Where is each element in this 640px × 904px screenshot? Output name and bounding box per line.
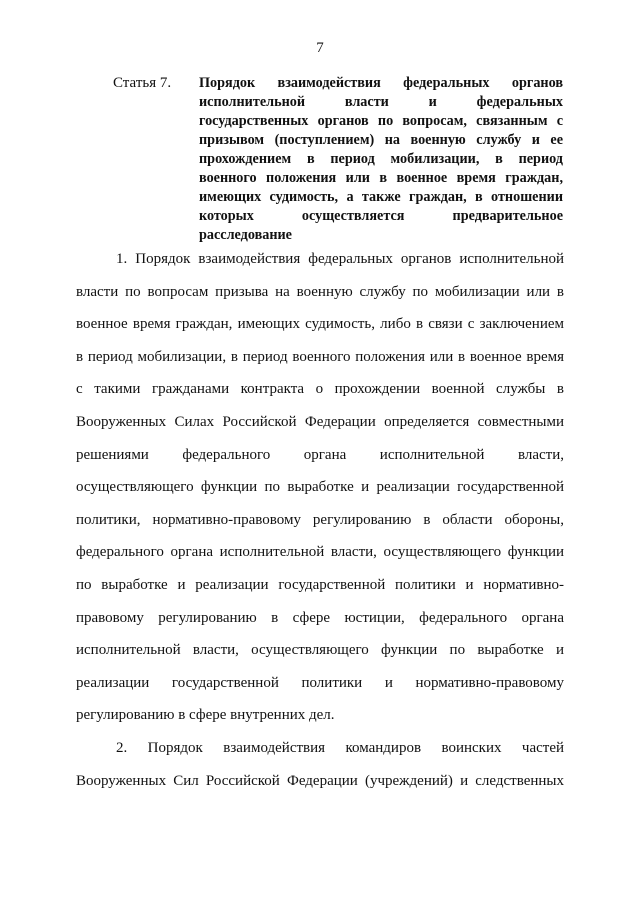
body-line: в период мобилизации, в период военного положения или в военное время bbox=[76, 348, 564, 365]
article-title-line: которых осуществляется предварительное bbox=[199, 208, 563, 224]
article-title-line: исполнительной власти и федеральных bbox=[199, 94, 563, 110]
body-line: по выработке и реализации государственной политики и нормативно- bbox=[76, 576, 564, 593]
article-title bbox=[199, 74, 563, 245]
body-line: правовому регулированию в сфере юстиции, федерального органа bbox=[76, 609, 564, 626]
article-label: Статья 7. bbox=[113, 75, 172, 91]
paragraph-2 bbox=[76, 732, 564, 797]
article-title-line: имеющих судимость, а также граждан, в отношении bbox=[199, 189, 563, 205]
body-line: осуществляющего функции по выработке и реализации государственной bbox=[76, 479, 564, 496]
body-line: регулированию в сфере внутренних дел. bbox=[76, 707, 335, 724]
body-line: решениями федерального органа исполнительной власти, bbox=[76, 446, 564, 463]
body-line: Вооруженных Силах Российской Федерации определяется совместными bbox=[76, 413, 564, 430]
body-line: политики, нормативно-правовому регулированию в области обороны, bbox=[76, 511, 564, 528]
article-title-line: государственных органов по вопросам, связанным с bbox=[199, 113, 563, 129]
article-body bbox=[76, 243, 564, 797]
page-number: 7 bbox=[316, 40, 324, 56]
body-line: реализации государственной политики и нормативно-правовому bbox=[76, 674, 564, 691]
paragraph-1 bbox=[76, 243, 564, 732]
article-title-line: военного положения или в военное время граждан, bbox=[199, 170, 563, 186]
body-line: Вооруженных Сил Российской Федерации (учреждений) и следственных bbox=[76, 772, 564, 789]
body-line: 2. Порядок взаимодействия командиров воинских частей bbox=[116, 739, 564, 756]
body-line: исполнительной власти, осуществляющего функции по выработке и bbox=[76, 642, 564, 659]
article-title-line: прохождением в период мобилизации, в период bbox=[199, 151, 563, 167]
body-line: военное время граждан, имеющих судимость, либо в связи с заключением bbox=[76, 316, 564, 333]
body-line: с такими гражданами контракта о прохождении военной службы в bbox=[76, 381, 564, 398]
body-line: власти по вопросам призыва на военную службу по мобилизации или в bbox=[76, 283, 564, 300]
article-title-line: Порядок взаимодействия федеральных органов bbox=[199, 75, 563, 91]
body-line: федерального органа исполнительной власти, осуществляющего функции bbox=[76, 544, 564, 561]
body-line: 1. Порядок взаимодействия федеральных органов исполнительной bbox=[116, 251, 564, 267]
article-title-line: призывом (поступлением) на военную службу и ее bbox=[199, 132, 563, 148]
article-title-line: расследование bbox=[199, 227, 292, 243]
